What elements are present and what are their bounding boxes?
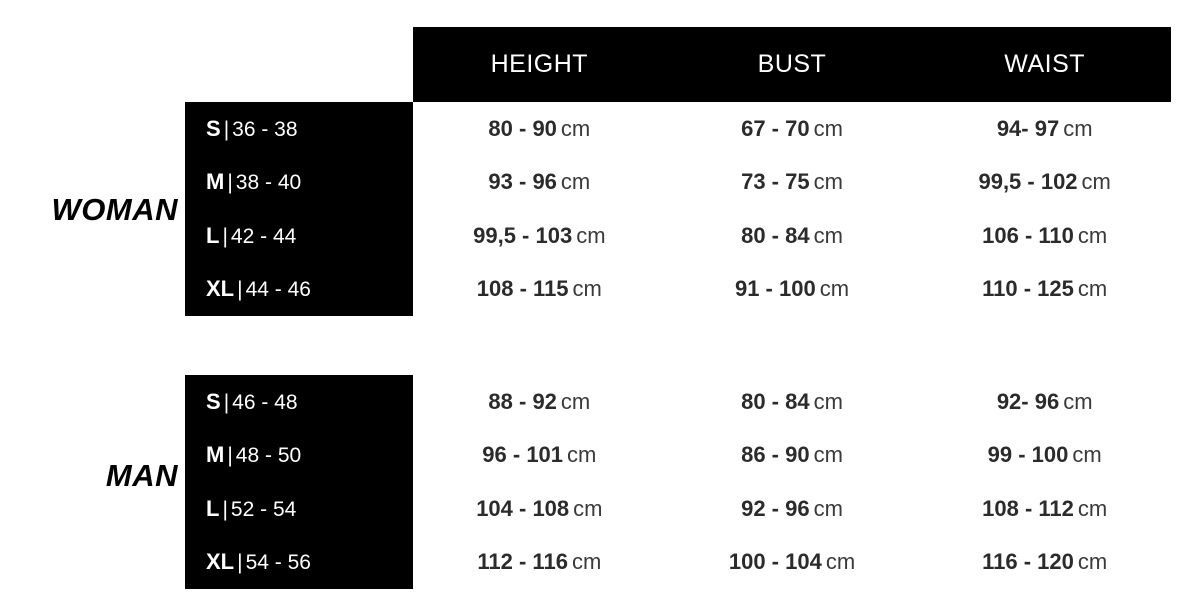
measurement-bust xyxy=(666,276,919,302)
measurement-waist xyxy=(918,169,1171,195)
measurement-value: 80 - 84 xyxy=(741,388,810,414)
measurement-height xyxy=(413,496,666,522)
measurement-waist xyxy=(918,223,1171,249)
size-separator: | xyxy=(227,444,233,468)
measurement-unit: cm xyxy=(813,388,843,414)
table-row xyxy=(185,482,1171,536)
measurement-unit: cm xyxy=(1077,549,1108,575)
measurement-value: 96 - 101 xyxy=(482,442,564,468)
size-cell xyxy=(185,442,413,468)
measurement-value: 80 - 90 xyxy=(488,115,557,141)
measurement-bust xyxy=(666,223,919,249)
measurement-unit: cm xyxy=(1063,388,1093,414)
size-eu: 48 - 50 xyxy=(235,444,302,468)
size-label: L xyxy=(206,495,220,521)
measurement-waist xyxy=(918,116,1171,142)
measurement-bust xyxy=(666,169,919,195)
size-separator: | xyxy=(223,390,230,414)
measurement-waist xyxy=(918,549,1171,575)
size-separator: | xyxy=(237,278,243,302)
measurement-unit: cm xyxy=(1081,169,1111,195)
measurement-value: 94- 97 xyxy=(996,115,1060,141)
measurement-value: 92- 96 xyxy=(996,388,1060,414)
table-row xyxy=(185,156,1171,210)
group-label-woman: WOMAN xyxy=(51,192,178,227)
table-row xyxy=(185,429,1171,483)
measurement-value: 67 - 70 xyxy=(741,115,810,141)
measurement-unit: cm xyxy=(813,495,843,521)
measurement-value: 99,5 - 103 xyxy=(473,222,573,248)
size-label: XL xyxy=(206,549,235,575)
table-row xyxy=(185,102,1171,156)
table-row xyxy=(185,536,1171,590)
size-eu: 36 - 38 xyxy=(232,117,298,141)
measurement-unit: cm xyxy=(560,388,591,414)
measurement-unit: cm xyxy=(571,549,602,575)
size-separator: | xyxy=(227,171,233,195)
measurement-value: 108 - 115 xyxy=(476,276,569,302)
size-cell xyxy=(185,169,413,195)
size-cell xyxy=(185,116,413,142)
size-cell xyxy=(185,496,413,522)
measurement-unit: cm xyxy=(1063,115,1093,141)
measurement-value: 100 - 104 xyxy=(728,549,822,575)
measurement-height xyxy=(413,389,666,415)
measurement-value: 88 - 92 xyxy=(488,388,557,414)
measurement-height xyxy=(413,169,666,195)
measurement-value: 80 - 84 xyxy=(741,222,810,248)
size-eu: 46 - 48 xyxy=(232,390,298,414)
size-label: XL xyxy=(206,276,235,302)
measurement-unit: cm xyxy=(1072,442,1102,468)
header-row xyxy=(413,27,1171,102)
column-header-bust: BUST xyxy=(757,50,827,78)
size-label: S xyxy=(206,115,221,141)
size-cell xyxy=(185,549,413,575)
measurement-unit: cm xyxy=(1077,276,1108,302)
measurement-unit: cm xyxy=(1077,495,1108,521)
measurement-value: 93 - 96 xyxy=(488,169,557,195)
measurement-value: 86 - 90 xyxy=(741,442,810,468)
measurement-value: 112 - 116 xyxy=(477,549,568,575)
size-cell xyxy=(185,223,413,249)
measurement-waist xyxy=(918,276,1171,302)
table-row xyxy=(185,263,1171,317)
measurement-unit: cm xyxy=(819,276,850,302)
measurement-value: 73 - 75 xyxy=(741,169,810,195)
measurement-height xyxy=(413,442,666,468)
measurement-unit: cm xyxy=(825,549,856,575)
size-eu: 42 - 44 xyxy=(230,224,297,248)
rows-man xyxy=(185,375,1171,589)
measurement-unit: cm xyxy=(813,169,843,195)
measurement-value: 104 - 108 xyxy=(476,495,570,521)
group-label-man: MAN xyxy=(105,458,178,493)
size-label: M xyxy=(206,442,225,468)
size-separator: | xyxy=(222,224,228,248)
measurement-unit: cm xyxy=(560,169,591,195)
measurement-value: 106 - 110 xyxy=(982,222,1074,248)
measurement-bust xyxy=(666,549,919,575)
measurement-value: 99 - 100 xyxy=(987,442,1069,468)
rows-woman xyxy=(185,102,1171,316)
measurement-value: 92 - 96 xyxy=(741,495,810,521)
size-cell xyxy=(185,276,413,302)
size-eu: 38 - 40 xyxy=(235,171,302,195)
size-cell xyxy=(185,389,413,415)
measurement-height xyxy=(413,549,666,575)
measurement-unit: cm xyxy=(813,115,843,141)
measurement-value: 91 - 100 xyxy=(734,276,816,302)
measurement-value: 110 - 125 xyxy=(982,276,1074,302)
size-label: M xyxy=(206,169,225,195)
measurement-height xyxy=(413,276,666,302)
measurement-unit: cm xyxy=(813,442,843,468)
measurement-unit: cm xyxy=(1077,222,1108,248)
measurement-value: 116 - 120 xyxy=(982,549,1074,575)
table-row xyxy=(185,209,1171,263)
size-eu: 52 - 54 xyxy=(230,497,297,521)
column-header-waist: WAIST xyxy=(1004,50,1086,78)
measurement-unit: cm xyxy=(576,222,606,248)
measurement-unit: cm xyxy=(567,442,597,468)
measurement-bust xyxy=(666,116,919,142)
measurement-waist xyxy=(918,442,1171,468)
size-separator: | xyxy=(237,551,243,575)
size-eu: 54 - 56 xyxy=(245,551,311,575)
measurement-waist xyxy=(918,496,1171,522)
column-header-height: HEIGHT xyxy=(490,50,589,78)
measurement-waist xyxy=(918,389,1171,415)
size-separator: | xyxy=(222,497,228,521)
measurement-value: 99,5 - 102 xyxy=(978,169,1078,195)
size-label: L xyxy=(206,222,220,248)
measurement-bust xyxy=(666,496,919,522)
measurement-height xyxy=(413,116,666,142)
measurement-unit: cm xyxy=(813,222,843,248)
measurement-unit: cm xyxy=(573,495,603,521)
measurement-height xyxy=(413,223,666,249)
size-label: S xyxy=(206,388,221,414)
size-separator: | xyxy=(223,117,230,141)
measurement-bust xyxy=(666,389,919,415)
measurement-unit: cm xyxy=(560,115,591,141)
size-eu: 44 - 46 xyxy=(245,278,311,302)
measurement-bust xyxy=(666,442,919,468)
table-row xyxy=(185,375,1171,429)
measurement-value: 108 - 112 xyxy=(982,495,1074,521)
measurement-unit: cm xyxy=(572,276,602,302)
